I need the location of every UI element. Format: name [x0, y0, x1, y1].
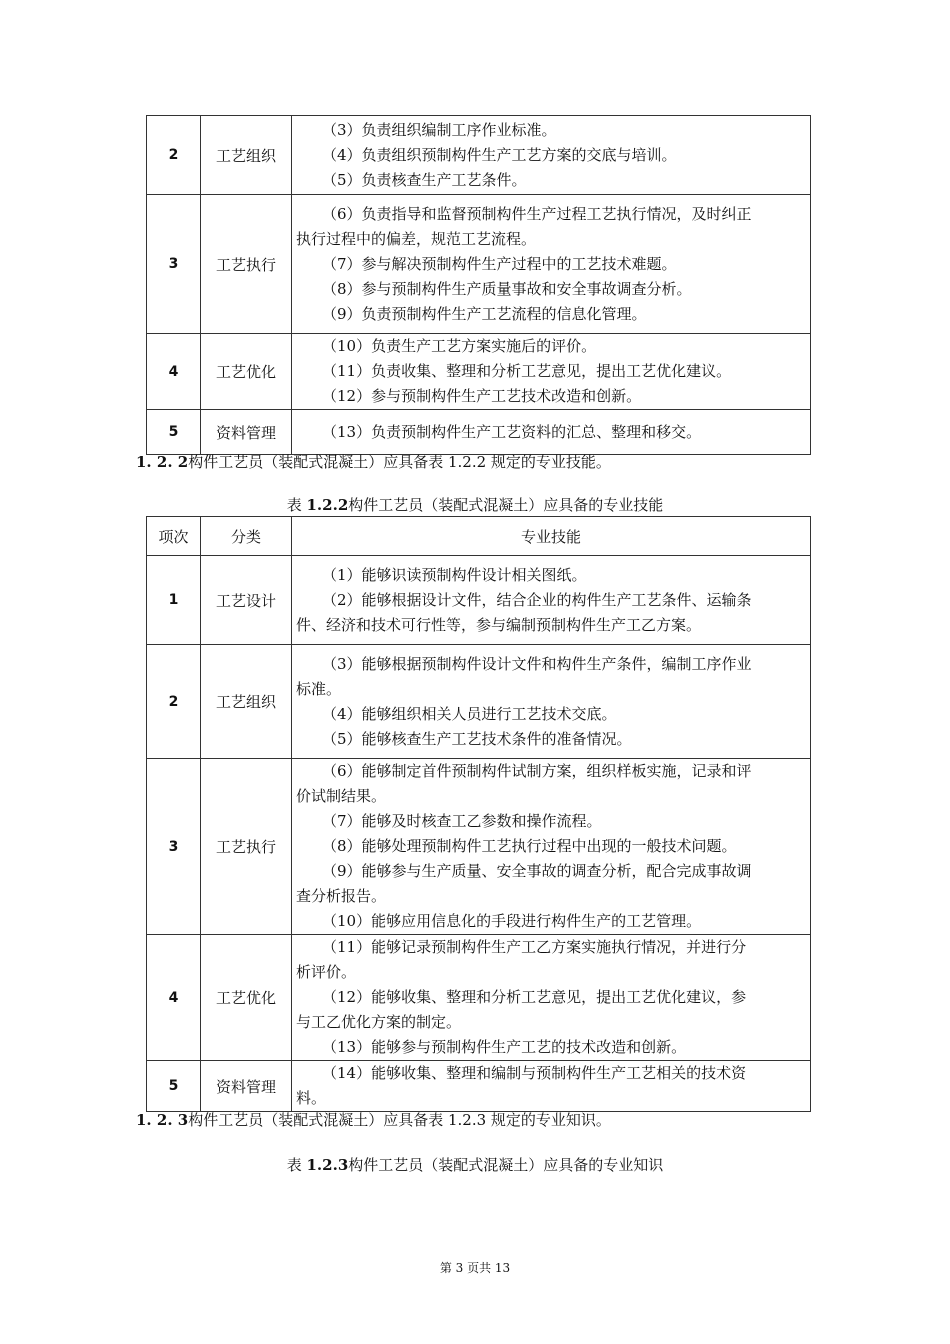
caption-text: 构件工艺员（装配式混凝土）应具备的专业技能	[348, 496, 664, 514]
row-description	[292, 556, 811, 645]
row-description	[292, 334, 811, 410]
row-category: 工艺优化	[201, 935, 292, 1061]
row-description	[292, 935, 811, 1061]
table-row	[147, 195, 811, 334]
item-line: （13）能够参与预制构件生产工艺的技术改造和创新。	[322, 1038, 687, 1056]
item-line: （5）负责核查生产工艺条件。	[322, 170, 527, 189]
duties-table-continued	[146, 115, 811, 455]
item-line: 标准。	[296, 679, 342, 698]
section-text: 构件工艺员（装配式混凝土）应具备表 1.2.3 规定的专业知识。	[188, 1111, 611, 1129]
row-number: 1	[147, 556, 201, 645]
section-text: 构件工艺员（装配式混凝土）应具备表 1.2.2 规定的专业技能。	[188, 453, 611, 471]
row-description	[292, 410, 811, 455]
row-number: 4	[147, 935, 201, 1061]
item-line: （3）能够根据预制构件设计文件和构件生产条件，编制工序作业	[322, 654, 752, 673]
table-caption-1-2-2	[0, 495, 950, 515]
row-description	[292, 195, 811, 334]
skills-table	[146, 516, 811, 1112]
item-line: （7）参与解决预制构件生产过程中的工艺技术难题。	[322, 254, 677, 273]
table-row	[147, 935, 811, 1061]
caption-prefix: 表	[286, 1156, 307, 1174]
row-category: 工艺组织	[201, 116, 292, 195]
section-paragraph-1-2-3	[136, 1110, 611, 1130]
table-row	[147, 334, 811, 410]
caption-number: 1.2.2	[306, 496, 349, 514]
row-description	[292, 1061, 811, 1112]
item-line: （4）能够组织相关人员进行工艺技术交底。	[322, 704, 617, 723]
table-row	[147, 116, 811, 195]
row-category: 工艺执行	[201, 759, 292, 935]
row-number: 5	[147, 1061, 201, 1112]
column-header: 专业技能	[292, 517, 811, 556]
item-line: 与工乙优化方案的制定。	[296, 1013, 462, 1031]
item-line: （3）负责组织编制工序作业标准。	[322, 120, 557, 139]
item-line: （8）能够处理预制构件工艺执行过程中出现的一般技术问题。	[322, 837, 737, 855]
row-category: 工艺执行	[201, 195, 292, 334]
page-footer: 第 3 页共 13	[439, 1261, 511, 1275]
item-line: （11）能够记录预制构件生产工乙方案实施执行情况，并进行分	[322, 938, 747, 956]
table-caption-1-2-3	[0, 1155, 950, 1175]
table-row	[147, 410, 811, 455]
row-description	[292, 645, 811, 759]
table-row	[147, 1061, 811, 1112]
item-line: （7）能够及时核查工乙参数和操作流程。	[322, 812, 602, 830]
row-number: 4	[147, 334, 201, 410]
row-category: 工艺组织	[201, 645, 292, 759]
item-line: （12）参与预制构件生产工艺技术改造和创新。	[322, 387, 642, 405]
row-category: 工艺优化	[201, 334, 292, 410]
item-line: （4）负责组织预制构件生产工艺方案的交底与培训。	[322, 145, 677, 164]
item-line: 价试制结果。	[296, 787, 387, 805]
item-line: （6）负责指导和监督预制构件生产过程工艺执行情况，及时纠正	[322, 204, 752, 223]
row-number: 3	[147, 195, 201, 334]
row-number: 3	[147, 759, 201, 935]
row-number: 5	[147, 410, 201, 455]
row-description	[292, 116, 811, 195]
item-line: 查分析报告。	[296, 887, 387, 905]
caption-number: 1.2.3	[306, 1156, 349, 1174]
item-line: 料。	[296, 1089, 327, 1107]
item-line: （13）负责预制构件生产工艺资料的汇总、整理和移交。	[322, 422, 702, 441]
row-number: 2	[147, 645, 201, 759]
table-row	[147, 759, 811, 935]
column-header: 项次	[147, 517, 201, 556]
row-description	[292, 759, 811, 935]
item-line: （1）能够识读预制构件设计相关图纸。	[322, 565, 587, 584]
row-category: 资料管理	[201, 410, 292, 455]
section-paragraph-1-2-2	[136, 452, 611, 472]
item-line: 执行过程中的偏差，规范工艺流程。	[296, 229, 537, 248]
item-line: （14）能够收集、整理和编制与预制构件生产工艺相关的技术资	[322, 1064, 747, 1082]
item-line: （12）能够收集、整理和分析工艺意见，提出工艺优化建议，参	[322, 988, 747, 1006]
item-line: 件、经济和技术可行性等，参与编制预制构件生产工乙方案。	[296, 615, 702, 634]
item-line: （11）负责收集、整理和分析工艺意见，提出工艺优化建议。	[322, 362, 732, 380]
table-row	[147, 645, 811, 759]
section-number: 1. 2. 3	[136, 1111, 189, 1129]
table-row	[147, 556, 811, 645]
item-line: （9）能够参与生产质量、安全事故的调查分析，配合完成事故调	[322, 862, 752, 880]
item-line: （9）负责预制构件生产工艺流程的信息化管理。	[322, 304, 647, 323]
section-number: 1. 2. 2	[136, 453, 189, 471]
item-line: （2）能够根据设计文件，结合企业的构件生产工艺条件、运输条	[322, 590, 752, 609]
item-line: （5）能够核查生产工艺技术条件的准备情况。	[322, 729, 632, 748]
item-line: （6）能够制定首件预制构件试制方案，组织样板实施，记录和评	[322, 762, 752, 780]
item-line: （10）负责生产工艺方案实施后的评价。	[322, 337, 597, 355]
item-line: （8）参与预制构件生产质量事故和安全事故调查分析。	[322, 279, 692, 298]
item-line: 析评价。	[296, 963, 357, 981]
item-line: （10）能够应用信息化的手段进行构件生产的工艺管理。	[322, 912, 702, 930]
row-category: 资料管理	[201, 1061, 292, 1112]
caption-text: 构件工艺员（装配式混凝土）应具备的专业知识	[348, 1156, 664, 1174]
row-category: 工艺设计	[201, 556, 292, 645]
column-header: 分类	[201, 517, 292, 556]
caption-prefix: 表	[286, 496, 307, 514]
row-number: 2	[147, 116, 201, 195]
table-header-row	[147, 517, 811, 556]
